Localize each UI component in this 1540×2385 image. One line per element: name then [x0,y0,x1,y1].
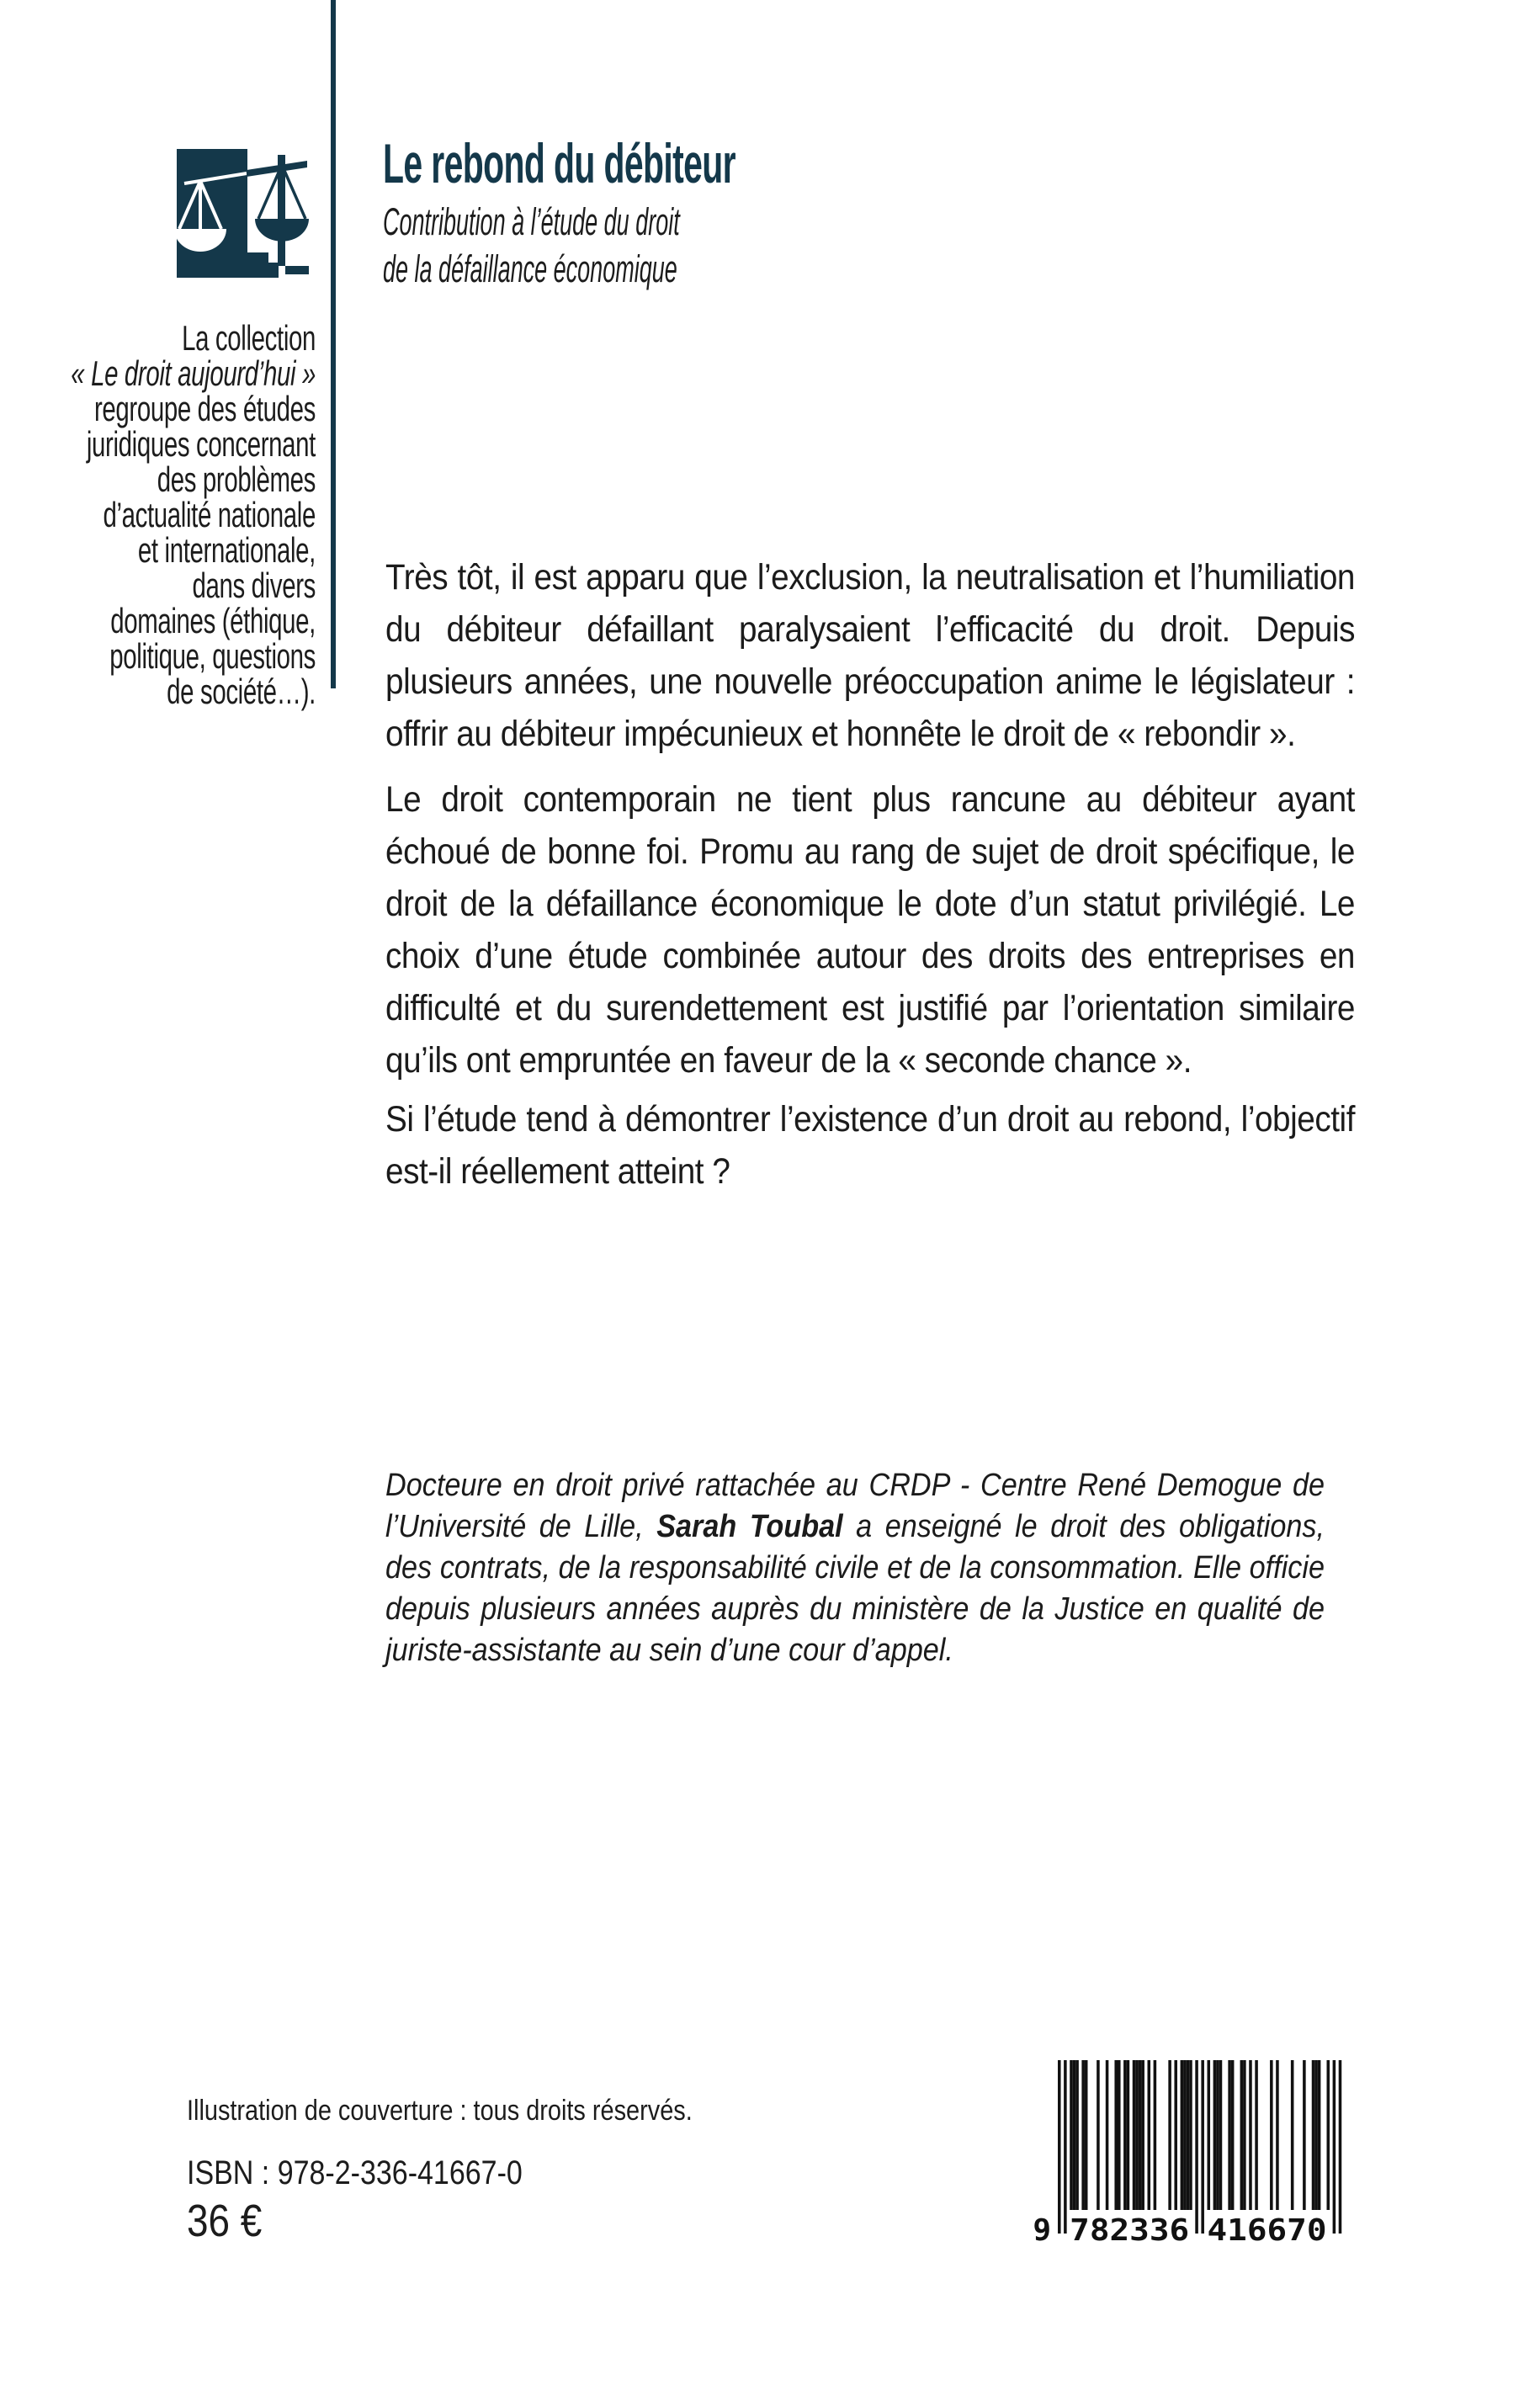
book-subtitle [383,199,680,293]
back-cover-text [385,551,1355,1198]
subtitle-line: Contribution à l’étude du droit [383,200,680,243]
collection-line: regroupe des études [93,389,316,428]
collection-line: et internationale, [137,530,316,570]
collection-line: juridiques concernant [86,424,316,464]
scales-of-justice-icon [173,145,311,281]
subtitle-line: de la défaillance économique [383,247,677,290]
ean13-barcode [1029,2060,1349,2245]
collection-name: « Le droit aujourd’hui » [71,353,316,393]
paragraph: Si l’étude tend à démontrer l’existence d’un droit au rebond, l’objectif est-il réellement atteint ? [385,1099,1355,1192]
author-name: Sarah Toubal [656,1509,843,1544]
paragraph: Le droit contemporain ne tient plus rancune au débiteur ayant échoué de bonne foi. Promu au rang de sujet de droit spécifique, le droit de la défaillance économique le dote d’un statut privilégié. Le choix d’une étude combinée autour des droits des entreprises en difficulté et du surendettement est justifié par l’orientation similaire qu’ils ont empruntée en faveur de la « seconde chance ». [385,779,1355,1081]
collection-line: des problèmes [157,459,316,499]
collection-line: d’actualité nationale [103,495,316,534]
collection-line: La collection [182,318,316,358]
price: 36 € [187,2196,263,2246]
collection-line: politique, questions [109,636,316,676]
svg-text:782336: 782336 [1070,2213,1190,2245]
collection-line: domaines (éthique, [110,601,316,640]
book-title: Le rebond du débiteur [383,132,735,194]
paragraph: Très tôt, il est apparu que l’exclusion, la neutralisation et l’humiliation du débiteur défaillant paralysaient l’efficacité du droit. Depuis plusieurs années, une nouvelle préoccupation anime le législateur : offrir au débiteur impécunieux et honnête le droit de « rebondir ». [385,557,1355,754]
author-bio [385,1465,1325,1671]
isbn: ISBN : 978-2-336-41667-0 [187,2154,523,2191]
bio-text: a enseigné le droit des obligations, des contrats, de la responsabilité civile et de la consommation. Elle officie depuis plusieurs années auprès du ministère de la Justice en qualité de juriste-assistante au sein d’une cour d’appel. [385,1509,1325,1668]
illustration-credit: Illustration de couverture : tous droits réservés. [187,2095,693,2127]
bio-text: Docteure en droit privé rattachée au CRDP - Centre René Demogue de l’Université de Lille, [385,1468,1325,1544]
collection-line: dans divers [192,566,316,605]
svg-text:9: 9 [1033,2213,1051,2245]
svg-text:416670: 416670 [1207,2213,1327,2245]
collection-line: de société…). [167,672,316,711]
vertical-divider [331,0,336,688]
collection-blurb [33,318,316,711]
